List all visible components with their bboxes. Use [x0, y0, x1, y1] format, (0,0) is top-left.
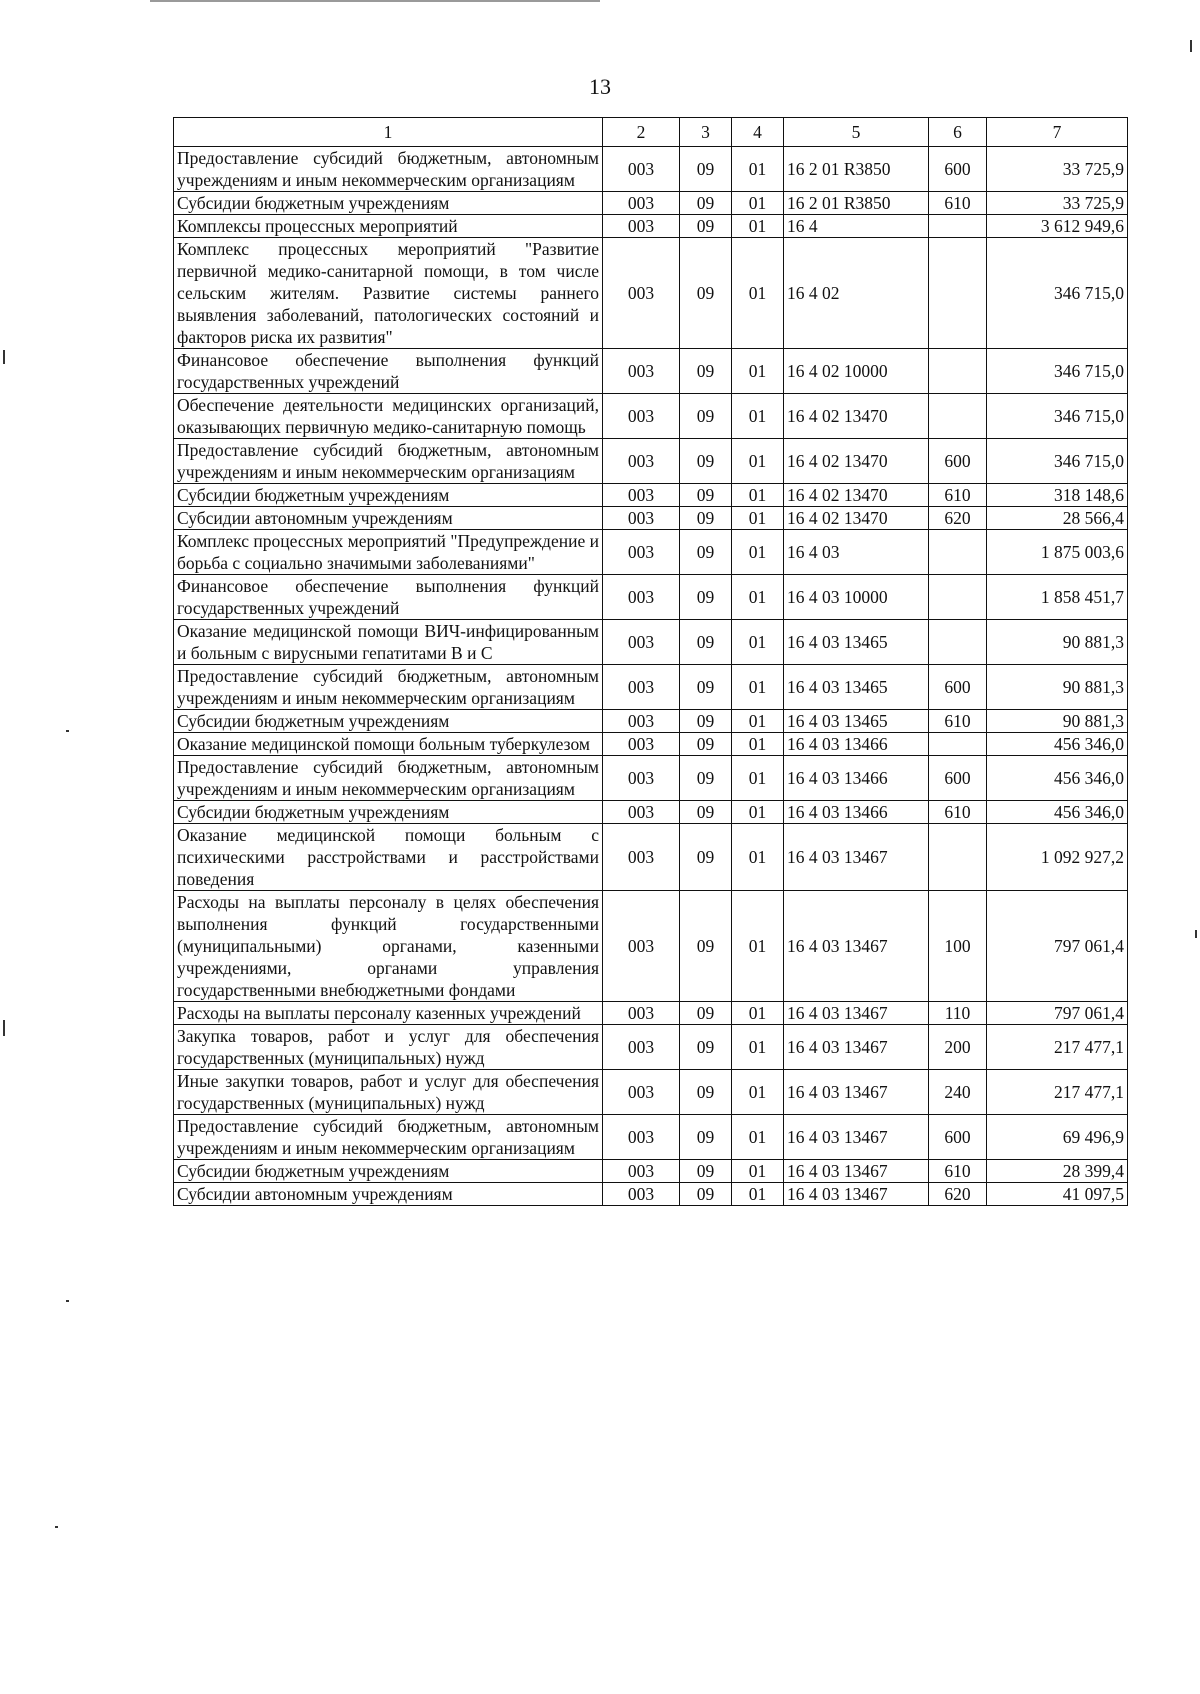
table-row [174, 1070, 1128, 1115]
table-row [174, 1002, 1128, 1025]
ministry-code-cell: 003 [603, 1070, 680, 1115]
ministry-code-cell: 003 [603, 192, 680, 215]
subsection-code-cell: 01 [732, 665, 784, 710]
expense-type-cell: 240 [929, 1070, 987, 1115]
table-row [174, 192, 1128, 215]
section-code-cell: 09 [680, 484, 732, 507]
amount-cell: 346 715,0 [987, 394, 1128, 439]
row-name-cell: Субсидии бюджетным учреждениям [174, 484, 603, 507]
amount-cell: 90 881,3 [987, 620, 1128, 665]
table-row [174, 147, 1128, 192]
scan-mark [1195, 930, 1197, 938]
table-row [174, 665, 1128, 710]
section-code-cell: 09 [680, 147, 732, 192]
row-name-cell: Предоставление субсидий бюджетным, автономным учреждениям и иным некоммерческим организациям [174, 439, 603, 484]
target-article-cell: 16 4 02 13470 [784, 439, 929, 484]
column-header: 1 [174, 118, 603, 147]
expense-type-cell [929, 733, 987, 756]
row-name-cell: Иные закупки товаров, работ и услуг для обеспечения государственных (муниципальных) нужд [174, 1070, 603, 1115]
expense-type-cell: 620 [929, 1183, 987, 1206]
amount-cell: 797 061,4 [987, 891, 1128, 1002]
section-code-cell: 09 [680, 733, 732, 756]
subsection-code-cell: 01 [732, 394, 784, 439]
amount-cell: 456 346,0 [987, 756, 1128, 801]
expense-type-cell: 600 [929, 147, 987, 192]
subsection-code-cell: 01 [732, 192, 784, 215]
section-code-cell: 09 [680, 1002, 732, 1025]
row-name-cell: Оказание медицинской помощи ВИЧ-инфицированным и больным с вирусными гепатитами В и С [174, 620, 603, 665]
row-name-cell: Расходы на выплаты персоналу казенных учреждений [174, 1002, 603, 1025]
expense-type-cell [929, 349, 987, 394]
section-code-cell: 09 [680, 439, 732, 484]
target-article-cell: 16 4 02 [784, 238, 929, 349]
ministry-code-cell: 003 [603, 238, 680, 349]
ministry-code-cell: 003 [603, 394, 680, 439]
section-code-cell: 09 [680, 192, 732, 215]
amount-cell: 346 715,0 [987, 349, 1128, 394]
amount-cell: 90 881,3 [987, 710, 1128, 733]
section-code-cell: 09 [680, 756, 732, 801]
ministry-code-cell: 003 [603, 824, 680, 891]
amount-cell: 456 346,0 [987, 801, 1128, 824]
table-row [174, 1025, 1128, 1070]
subsection-code-cell: 01 [732, 1183, 784, 1206]
page-number: 13 [589, 74, 611, 99]
expense-type-cell [929, 575, 987, 620]
amount-cell: 1 858 451,7 [987, 575, 1128, 620]
section-code-cell: 09 [680, 1183, 732, 1206]
target-article-cell: 16 4 03 13467 [784, 1002, 929, 1025]
subsection-code-cell: 01 [732, 801, 784, 824]
row-name-cell: Субсидии автономным учреждениям [174, 507, 603, 530]
amount-cell: 1 092 927,2 [987, 824, 1128, 891]
ministry-code-cell: 003 [603, 349, 680, 394]
row-name-cell: Субсидии бюджетным учреждениям [174, 710, 603, 733]
ministry-code-cell: 003 [603, 1025, 680, 1070]
target-article-cell: 16 4 02 13470 [784, 484, 929, 507]
subsection-code-cell: 01 [732, 710, 784, 733]
amount-cell: 346 715,0 [987, 439, 1128, 484]
ministry-code-cell: 003 [603, 439, 680, 484]
target-article-cell: 16 4 03 13466 [784, 801, 929, 824]
subsection-code-cell: 01 [732, 733, 784, 756]
expense-type-cell [929, 394, 987, 439]
table-row [174, 1183, 1128, 1206]
amount-cell: 3 612 949,6 [987, 215, 1128, 238]
target-article-cell: 16 4 03 13467 [784, 824, 929, 891]
amount-cell: 41 097,5 [987, 1183, 1128, 1206]
table-row [174, 530, 1128, 575]
ministry-code-cell: 003 [603, 147, 680, 192]
ministry-code-cell: 003 [603, 756, 680, 801]
expense-type-cell: 620 [929, 507, 987, 530]
section-code-cell: 09 [680, 1160, 732, 1183]
table-header-row [174, 118, 1128, 147]
table-row [174, 801, 1128, 824]
scan-mark [55, 1526, 58, 1528]
row-name-cell: Предоставление субсидий бюджетным, автономным учреждениям и иным некоммерческим организациям [174, 756, 603, 801]
target-article-cell: 16 4 03 13467 [784, 891, 929, 1002]
table-row [174, 756, 1128, 801]
subsection-code-cell: 01 [732, 484, 784, 507]
target-article-cell: 16 4 03 13466 [784, 733, 929, 756]
row-name-cell: Финансовое обеспечение выполнения функций государственных учреждений [174, 349, 603, 394]
amount-cell: 28 399,4 [987, 1160, 1128, 1183]
row-name-cell: Субсидии бюджетным учреждениям [174, 192, 603, 215]
row-name-cell: Предоставление субсидий бюджетным, автономным учреждениям и иным некоммерческим организациям [174, 665, 603, 710]
column-header: 7 [987, 118, 1128, 147]
subsection-code-cell: 01 [732, 507, 784, 530]
table-row [174, 394, 1128, 439]
subsection-code-cell: 01 [732, 1002, 784, 1025]
row-name-cell: Комплекс процессных мероприятий "Развитие первичной медико-санитарной помощи, в том числе сельским жителям. Развитие системы раннего выявления заболеваний, патологических состояний и факторов риска их развития" [174, 238, 603, 349]
section-code-cell: 09 [680, 1025, 732, 1070]
expense-type-cell: 610 [929, 484, 987, 507]
ministry-code-cell: 003 [603, 575, 680, 620]
subsection-code-cell: 01 [732, 824, 784, 891]
scan-mark [1190, 40, 1192, 52]
column-header: 2 [603, 118, 680, 147]
expense-type-cell: 610 [929, 192, 987, 215]
ministry-code-cell: 003 [603, 733, 680, 756]
amount-cell: 28 566,4 [987, 507, 1128, 530]
amount-cell: 456 346,0 [987, 733, 1128, 756]
table-body [174, 147, 1128, 1206]
row-name-cell: Обеспечение деятельности медицинских организаций, оказывающих первичную медико-санитарную помощь [174, 394, 603, 439]
amount-cell: 33 725,9 [987, 147, 1128, 192]
section-code-cell: 09 [680, 507, 732, 530]
expense-type-cell: 100 [929, 891, 987, 1002]
expense-type-cell: 610 [929, 710, 987, 733]
section-code-cell: 09 [680, 665, 732, 710]
subsection-code-cell: 01 [732, 238, 784, 349]
table-row [174, 733, 1128, 756]
section-code-cell: 09 [680, 891, 732, 1002]
section-code-cell: 09 [680, 1070, 732, 1115]
amount-cell: 346 715,0 [987, 238, 1128, 349]
ministry-code-cell: 003 [603, 891, 680, 1002]
target-article-cell: 16 4 03 10000 [784, 575, 929, 620]
target-article-cell: 16 4 [784, 215, 929, 238]
section-code-cell: 09 [680, 824, 732, 891]
section-code-cell: 09 [680, 1115, 732, 1160]
row-name-cell: Субсидии бюджетным учреждениям [174, 801, 603, 824]
subsection-code-cell: 01 [732, 439, 784, 484]
section-code-cell: 09 [680, 349, 732, 394]
section-code-cell: 09 [680, 710, 732, 733]
subsection-code-cell: 01 [732, 620, 784, 665]
table-row [174, 238, 1128, 349]
amount-cell: 69 496,9 [987, 1115, 1128, 1160]
expense-type-cell: 610 [929, 1160, 987, 1183]
amount-cell: 1 875 003,6 [987, 530, 1128, 575]
target-article-cell: 16 2 01 R3850 [784, 192, 929, 215]
ministry-code-cell: 003 [603, 665, 680, 710]
section-code-cell: 09 [680, 801, 732, 824]
subsection-code-cell: 01 [732, 575, 784, 620]
expense-type-cell [929, 620, 987, 665]
ministry-code-cell: 003 [603, 620, 680, 665]
row-name-cell: Комплексы процессных мероприятий [174, 215, 603, 238]
section-code-cell: 09 [680, 394, 732, 439]
target-article-cell: 16 4 03 13467 [784, 1070, 929, 1115]
expense-type-cell: 600 [929, 1115, 987, 1160]
ministry-code-cell: 003 [603, 530, 680, 575]
subsection-code-cell: 01 [732, 1115, 784, 1160]
row-name-cell: Оказание медицинской помощи больным с психическими расстройствами и расстройствами поведения [174, 824, 603, 891]
amount-cell: 33 725,9 [987, 192, 1128, 215]
target-article-cell: 16 4 03 13467 [784, 1183, 929, 1206]
subsection-code-cell: 01 [732, 891, 784, 1002]
table-row [174, 439, 1128, 484]
target-article-cell: 16 4 03 13465 [784, 620, 929, 665]
amount-cell: 797 061,4 [987, 1002, 1128, 1025]
target-article-cell: 16 2 01 R3850 [784, 147, 929, 192]
ministry-code-cell: 003 [603, 215, 680, 238]
column-header: 5 [784, 118, 929, 147]
target-article-cell: 16 4 02 10000 [784, 349, 929, 394]
target-article-cell: 16 4 03 13466 [784, 756, 929, 801]
subsection-code-cell: 01 [732, 1160, 784, 1183]
row-name-cell: Предоставление субсидий бюджетным, автономным учреждениям и иным некоммерческим организациям [174, 1115, 603, 1160]
amount-cell: 217 477,1 [987, 1025, 1128, 1070]
expense-type-cell: 610 [929, 801, 987, 824]
top-edge-rule [150, 0, 600, 2]
table-row [174, 349, 1128, 394]
table-row [174, 824, 1128, 891]
ministry-code-cell: 003 [603, 507, 680, 530]
expense-type-cell [929, 215, 987, 238]
table-row [174, 575, 1128, 620]
row-name-cell: Расходы на выплаты персоналу в целях обеспечения выполнения функций государственными (муниципальными) органами, казенными учреждениями, органами управления государственными внебюджетными фондами [174, 891, 603, 1002]
expense-type-cell: 600 [929, 756, 987, 801]
expense-type-cell: 200 [929, 1025, 987, 1070]
ministry-code-cell: 003 [603, 801, 680, 824]
section-code-cell: 09 [680, 575, 732, 620]
row-name-cell: Финансовое обеспечение выполнения функций государственных учреждений [174, 575, 603, 620]
scan-mark [66, 730, 69, 732]
target-article-cell: 16 4 03 13467 [784, 1160, 929, 1183]
expense-type-cell: 600 [929, 665, 987, 710]
table-row [174, 891, 1128, 1002]
column-header: 3 [680, 118, 732, 147]
table-row [174, 507, 1128, 530]
expense-type-cell: 600 [929, 439, 987, 484]
ministry-code-cell: 003 [603, 1115, 680, 1160]
section-code-cell: 09 [680, 215, 732, 238]
column-header: 4 [732, 118, 784, 147]
table-row [174, 484, 1128, 507]
row-name-cell: Закупка товаров, работ и услуг для обеспечения государственных (муниципальных) нужд [174, 1025, 603, 1070]
scan-mark [3, 350, 5, 364]
subsection-code-cell: 01 [732, 147, 784, 192]
target-article-cell: 16 4 03 13465 [784, 665, 929, 710]
target-article-cell: 16 4 03 [784, 530, 929, 575]
table-row [174, 620, 1128, 665]
subsection-code-cell: 01 [732, 1070, 784, 1115]
row-name-cell: Оказание медицинской помощи больным туберкулезом [174, 733, 603, 756]
row-name-cell: Субсидии автономным учреждениям [174, 1183, 603, 1206]
subsection-code-cell: 01 [732, 215, 784, 238]
section-code-cell: 09 [680, 620, 732, 665]
table-row [174, 710, 1128, 733]
table-row [174, 1115, 1128, 1160]
section-code-cell: 09 [680, 238, 732, 349]
expense-type-cell [929, 530, 987, 575]
row-name-cell: Предоставление субсидий бюджетным, автономным учреждениям и иным некоммерческим организациям [174, 147, 603, 192]
target-article-cell: 16 4 03 13465 [784, 710, 929, 733]
expense-type-cell [929, 824, 987, 891]
row-name-cell: Комплекс процессных мероприятий "Предупреждение и борьба с социально значимыми заболеваниями" [174, 530, 603, 575]
subsection-code-cell: 01 [732, 530, 784, 575]
ministry-code-cell: 003 [603, 484, 680, 507]
section-code-cell: 09 [680, 530, 732, 575]
expense-type-cell [929, 238, 987, 349]
column-header: 6 [929, 118, 987, 147]
ministry-code-cell: 003 [603, 1183, 680, 1206]
target-article-cell: 16 4 02 13470 [784, 507, 929, 530]
ministry-code-cell: 003 [603, 1002, 680, 1025]
ministry-code-cell: 003 [603, 1160, 680, 1183]
table-row [174, 1160, 1128, 1183]
budget-table [173, 117, 1128, 1206]
amount-cell: 90 881,3 [987, 665, 1128, 710]
table-row [174, 215, 1128, 238]
row-name-cell: Субсидии бюджетным учреждениям [174, 1160, 603, 1183]
scan-mark [66, 1300, 69, 1302]
subsection-code-cell: 01 [732, 349, 784, 394]
ministry-code-cell: 003 [603, 710, 680, 733]
scan-mark [3, 1020, 5, 1036]
target-article-cell: 16 4 03 13467 [784, 1025, 929, 1070]
subsection-code-cell: 01 [732, 1025, 784, 1070]
target-article-cell: 16 4 03 13467 [784, 1115, 929, 1160]
subsection-code-cell: 01 [732, 756, 784, 801]
target-article-cell: 16 4 02 13470 [784, 394, 929, 439]
amount-cell: 217 477,1 [987, 1070, 1128, 1115]
amount-cell: 318 148,6 [987, 484, 1128, 507]
expense-type-cell: 110 [929, 1002, 987, 1025]
